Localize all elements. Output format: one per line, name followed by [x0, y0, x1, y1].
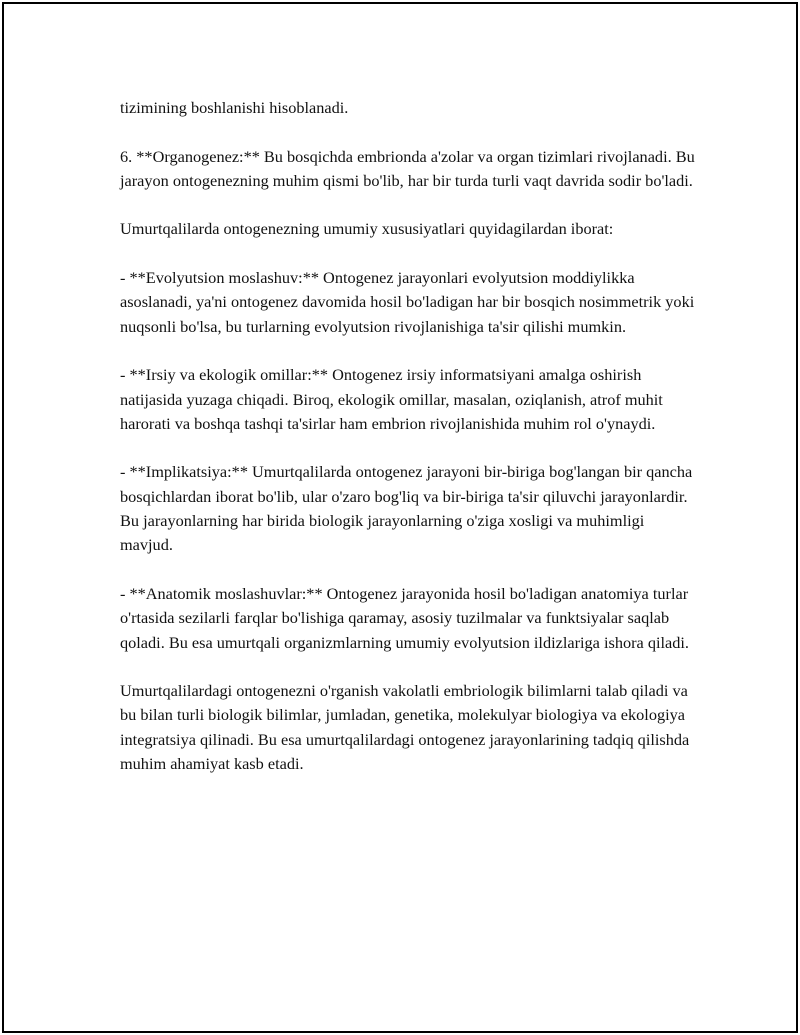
- document-page: [2, 2, 798, 1033]
- paragraph-anatomik-moslashuvlar: - **Anatomik moslashuvlar:** Ontogenez jarayonida hosil bo'ladigan anatomiya turlar o'rtasida sezilarli farqlar bo'lishiga qaramay, asosiy tuzilmalar va funktsiyalar saqlab qoladi. Bu esa umurtqali organizmlarning umumiy evolyutsion ildizlariga ishora qiladi.: [120, 583, 689, 652]
- paragraph-irsiy-ekologik-omillar: - **Irsiy va ekologik omillar:** Ontogenez irsiy informatsiyani amalga oshirish natijasida yuzaga chiqadi. Biroq, ekologik omillar, masalan, oziqlanish, atrof muhit harorati va boshqa tashqi ta'sirlar ham embrion rivojlanishida muhim rol o'ynaydi.: [120, 365, 663, 433]
- paragraph-implikatsiya: - **Implikatsiya:** Umurtqalilarda ontogenez jarayoni bir-biriga bog'langan bir qancha bosqichlardan iborat bo'lib, ular o'zaro bog'liq va bir-biriga ta'sir qiluvchi jarayonlardir. Bu jarayonlarning har birida biologik jarayonlarning o'ziga xosligi va muhimligi mavjud.: [120, 462, 693, 555]
- paragraph-evolyutsion-moslashuv: - **Evolyutsion moslashuv:** Ontogenez jarayonlari evolyutsion moddiylikka asoslanadi, ya'ni ontogenez davomida hosil bo'ladigan har bir bosqich nosimmetrik yoki nuqsonli bo'lsa, bu turlarning evolyutsion rivojlanishiga ta'sir qilishi mumkin.: [120, 268, 695, 336]
- document-body: [120, 96, 700, 801]
- paragraph-intro-features: Umurtqalilarda ontogenezning umumiy xususiyatlari quyidagilardan iborat:: [120, 219, 614, 239]
- paragraph-continuation: tizimining boshlanishi hisoblanadi.: [120, 98, 349, 117]
- paragraph-organogenez: 6. **Organogenez:** Bu bosqichda embrionda a'zolar va organ tizimlari rivojlanadi. Bu jarayon ontogenezning muhim qismi bo'lib, har bir turda turli vaqt davrida sodir bo'ladi.: [120, 146, 695, 190]
- paragraph-conclusion: Umurtqalilardagi ontogenezni o'rganish vakolatli embriologik bilimlarni talab qiladi va bu bilan turli biologik bilimlar, jumladan, genetika, molekulyar biologiya va ekologiya integratsiya qilinadi. Bu esa umurtqalilardagi ontogenez jarayonlarining tadqiq qilishda muhim ahamiyat kasb etadi.: [120, 681, 690, 774]
